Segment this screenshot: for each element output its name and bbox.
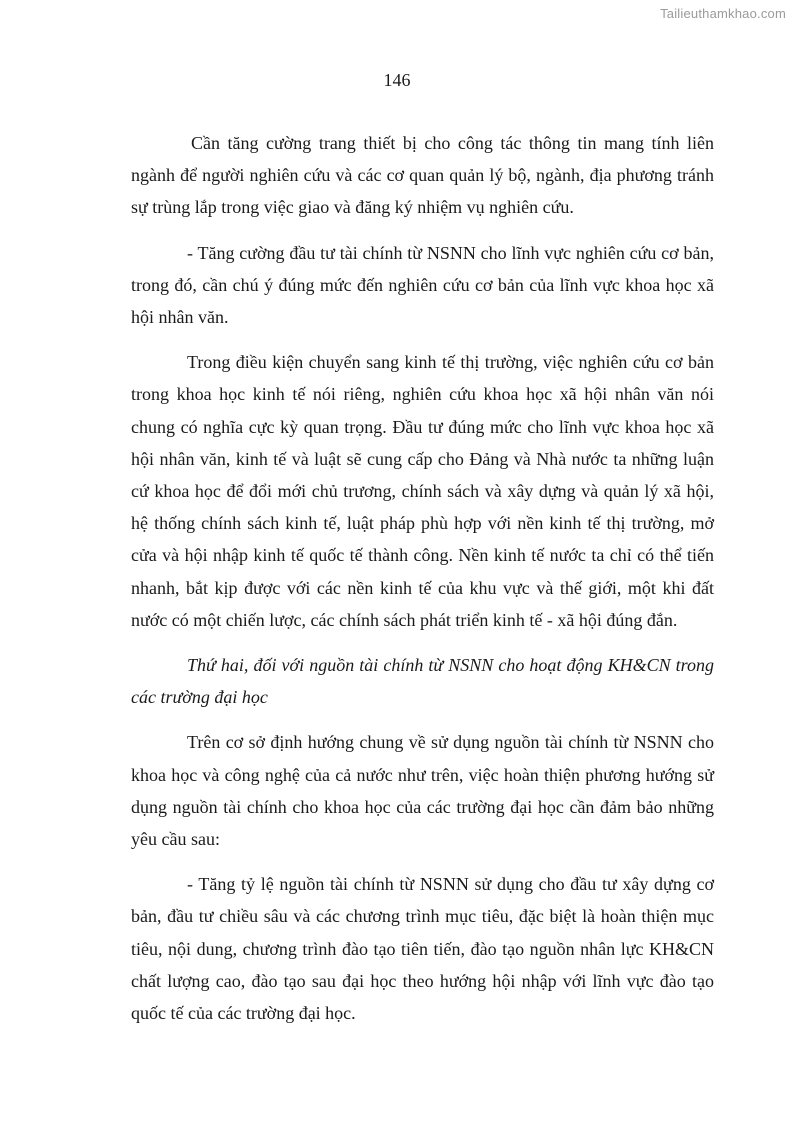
paragraph-1: Cần tăng cường trang thiết bị cho công tác thông tin mang tính liên ngành để người nghiên cứu và các cơ quan quản lý bộ, ngành, địa phương tránh sự trùng lắp trong việc giao và đăng ký nhiệm vụ nghiên cứu. bbox=[131, 133, 714, 218]
paragraph-3: Trong điều kiện chuyển sang kinh tế thị trường, việc nghiên cứu cơ bản trong khoa học kinh tế nói riêng, nghiên cứu khoa học xã hội nhân văn nói chung có nghĩa cực kỳ quan trọng. Đầu tư đúng mức cho lĩnh vực khoa học xã hội nhân văn, kinh tế và luật sẽ cung cấp cho Đảng và Nhà nước ta những luận cứ khoa học để đổi mới chủ trương, chính sách và xây dựng và quản lý xã hội, hệ thống chính sách kinh tế, luật pháp phù hợp với nền kinh tế thị trường, mở cửa và hội nhập kinh tế quốc tế thành công. Nền kinh tế nước ta chỉ có thể tiến nhanh, bắt kịp được với các nền kinh tế của khu vực và thế giới, một khi đất nước có một chiến lược, các chính sách phát triển kinh tế - xã hội đúng đắn. bbox=[131, 352, 714, 630]
paragraph-2: - Tăng cường đầu tư tài chính từ NSNN cho lĩnh vực nghiên cứu cơ bản, trong đó, cần chú ý đúng mức đến nghiên cứu cơ bản của lĩnh vực khoa học xã hội nhân văn. bbox=[131, 242, 714, 328]
paragraph-6: - Tăng tỷ lệ nguồn tài chính từ NSNN sử dụng cho đầu tư xây dựng cơ bản, đầu tư chiều sâu và các chương trình mục tiêu, đặc biệt là hoàn thiện mục tiêu, nội dung, chương trình đào tạo tiên tiến, đào tạo nguồn nhân lực KH&CN chất lượng cao, đào tạo sau đại học theo hướng hội nhập với lĩnh vực đào tạo quốc tế của các trường đại học. bbox=[131, 874, 714, 1024]
watermark-text: Tailieuthamkhao.com bbox=[660, 6, 786, 21]
paragraph-5: Trên cơ sở định hướng chung về sử dụng nguồn tài chính từ NSNN cho khoa học và công nghệ của cả nước như trên, việc hoàn thiện phương hướng sử dụng nguồn tài chính cho khoa học của các trường đại học cần đảm bảo những yêu cầu sau: bbox=[131, 732, 714, 850]
document-body bbox=[131, 127, 714, 1042]
section-heading-italic: Thứ hai, đối với nguồn tài chính từ NSNN cho hoạt động KH&CN trong các trường đại học bbox=[131, 655, 714, 708]
page-number: 146 bbox=[383, 70, 411, 90]
